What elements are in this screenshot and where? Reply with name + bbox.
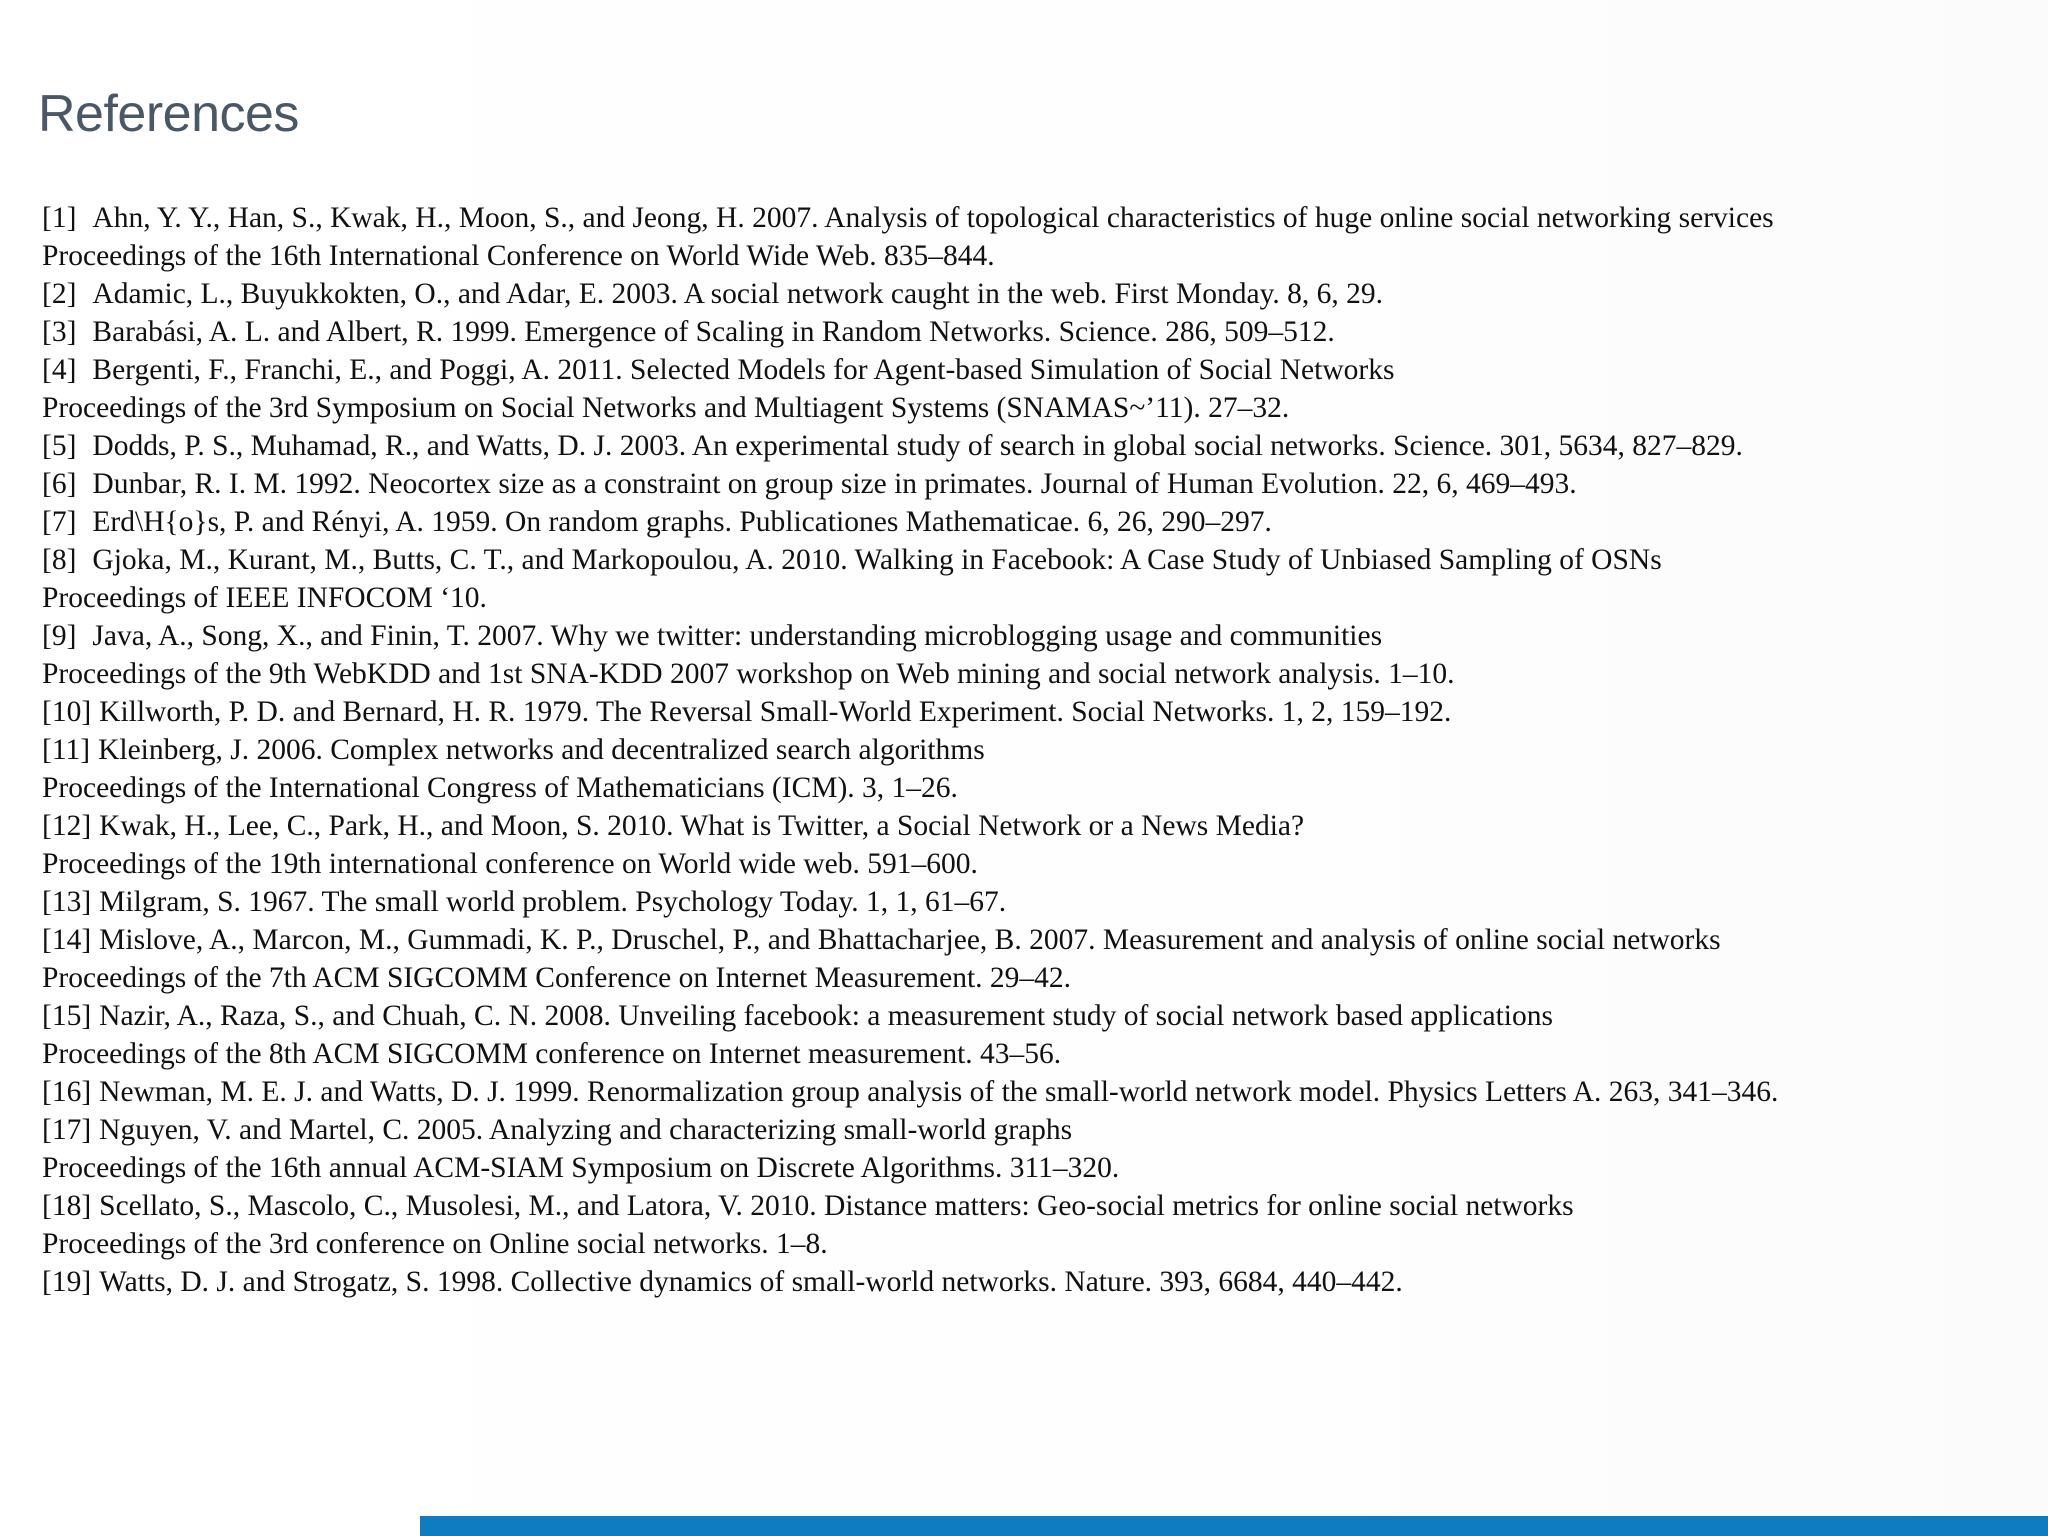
reference-item <box>42 693 2022 731</box>
reference-line <box>42 921 2022 959</box>
reference-item <box>42 1263 2022 1301</box>
reference-line <box>42 1111 2022 1149</box>
footer-accent-bar <box>420 1516 2048 1536</box>
reference-item <box>42 883 2022 921</box>
reference-list <box>42 199 2022 1301</box>
reference-proceedings: Proceedings of IEEE INFOCOM ‘10. <box>42 582 487 614</box>
reference-item <box>42 617 2022 693</box>
reference-line <box>42 465 2022 503</box>
reference-number: [17] <box>42 1114 92 1146</box>
reference-number: [4] <box>42 354 77 386</box>
reference-number: [2] <box>42 278 77 310</box>
reference-line <box>42 807 2022 845</box>
reference-item <box>42 731 2022 807</box>
reference-number: [10] <box>42 696 92 728</box>
reference-text: Watts, D. J. and Strogatz, S. 1998. Collective dynamics of small-world networks. Nature. 393, 6684, 440–442. <box>99 1266 1403 1298</box>
reference-proceedings: Proceedings of the 8th ACM SIGCOMM conference on Internet measurement. 43–56. <box>42 1038 1062 1070</box>
reference-number: [7] <box>42 506 77 538</box>
reference-item <box>42 807 2022 883</box>
reference-number: [19] <box>42 1266 92 1298</box>
reference-line <box>42 275 2022 313</box>
reference-number: [5] <box>42 430 77 462</box>
reference-text: Mislove, A., Marcon, M., Gummadi, K. P., Druschel, P., and Bhattacharjee, B. 2007. Measurement and analysis of online social networks <box>99 924 1721 956</box>
reference-line <box>42 1073 2022 1111</box>
reference-item <box>42 427 2022 465</box>
reference-text: Gjoka, M., Kurant, M., Butts, C. T., and Markopoulou, A. 2010. Walking in Facebook: A Case Study of Unbiased Sampling of OSNs <box>92 544 1662 576</box>
reference-line <box>42 503 2022 541</box>
reference-item <box>42 997 2022 1073</box>
reference-text: Dunbar, R. I. M. 1992. Neocortex size as a constraint on group size in primates. Journal of Human Evolution. 22, 6, 469–493. <box>92 468 1577 500</box>
reference-text: Kleinberg, J. 2006. Complex networks and decentralized search algorithms <box>98 734 985 766</box>
reference-line <box>42 351 2022 389</box>
reference-text: Java, A., Song, X., and Finin, T. 2007. Why we twitter: understanding microblogging usage and communities <box>92 620 1383 652</box>
reference-number: [13] <box>42 886 92 918</box>
reference-proceedings: Proceedings of the 16th annual ACM-SIAM Symposium on Discrete Algorithms. 311–320. <box>42 1152 1120 1184</box>
reference-item <box>42 541 2022 617</box>
reference-item <box>42 465 2022 503</box>
reference-text: Dodds, P. S., Muhamad, R., and Watts, D. J. 2003. An experimental study of search in global social networks. Science. 301, 5634, 827–829. <box>92 430 1743 462</box>
reference-line <box>42 693 2022 731</box>
reference-proceedings: Proceedings of the 3rd conference on Online social networks. 1–8. <box>42 1228 828 1260</box>
reference-number: [12] <box>42 810 92 842</box>
reference-item <box>42 1073 2022 1111</box>
reference-line <box>42 427 2022 465</box>
reference-number: [3] <box>42 316 77 348</box>
reference-text: Bergenti, F., Franchi, E., and Poggi, A. 2011. Selected Models for Agent-based Simulation of Social Networks <box>92 354 1395 386</box>
reference-line <box>42 199 2022 237</box>
reference-text: Milgram, S. 1967. The small world problem. Psychology Today. 1, 1, 61–67. <box>99 886 1007 918</box>
reference-proceedings: Proceedings of the 9th WebKDD and 1st SNA-KDD 2007 workshop on Web mining and social network analysis. 1–10. <box>42 658 1455 690</box>
reference-text: Erd\H{o}s, P. and Rényi, A. 1959. On random graphs. Publicationes Mathematicae. 6, 26, 290–297. <box>92 506 1272 538</box>
reference-text: Killworth, P. D. and Bernard, H. R. 1979. The Reversal Small-World Experiment. Social Networks. 1, 2, 159–192. <box>99 696 1452 728</box>
reference-item <box>42 1111 2022 1187</box>
reference-proceedings: Proceedings of the International Congress of Mathematicians (ICM). 3, 1–26. <box>42 772 958 804</box>
reference-line <box>42 997 2022 1035</box>
reference-proceedings: Proceedings of the 16th International Conference on World Wide Web. 835–844. <box>42 240 995 272</box>
page-title: References <box>38 85 299 143</box>
reference-proceedings: Proceedings of the 7th ACM SIGCOMM Conference on Internet Measurement. 29–42. <box>42 962 1072 994</box>
reference-text: Nazir, A., Raza, S., and Chuah, C. N. 2008. Unveiling facebook: a measurement study of social network based applications <box>99 1000 1553 1032</box>
reference-line <box>42 313 2022 351</box>
reference-item <box>42 1187 2022 1263</box>
reference-number: [6] <box>42 468 77 500</box>
reference-text: Kwak, H., Lee, C., Park, H., and Moon, S. 2010. What is Twitter, a Social Network or a News Media? <box>99 810 1305 842</box>
reference-number: [15] <box>42 1000 92 1032</box>
reference-line <box>42 541 2022 579</box>
reference-item <box>42 199 2022 275</box>
reference-number: [11] <box>42 734 91 766</box>
reference-text: Ahn, Y. Y., Han, S., Kwak, H., Moon, S., and Jeong, H. 2007. Analysis of topological characteristics of huge online social networking services <box>92 202 1774 234</box>
reference-text: Nguyen, V. and Martel, C. 2005. Analyzing and characterizing small-world graphs <box>99 1114 1073 1146</box>
reference-number: [14] <box>42 924 92 956</box>
reference-proceedings: Proceedings of the 3rd Symposium on Social Networks and Multiagent Systems (SNAMAS~’11). 27–32. <box>42 392 1290 424</box>
reference-item <box>42 313 2022 351</box>
reference-line <box>42 731 2022 769</box>
reference-item <box>42 351 2022 427</box>
reference-number: [9] <box>42 620 77 652</box>
reference-text: Adamic, L., Buyukkokten, O., and Adar, E. 2003. A social network caught in the web. First Monday. 8, 6, 29. <box>92 278 1384 310</box>
reference-number: [8] <box>42 544 77 576</box>
reference-text: Barabási, A. L. and Albert, R. 1999. Emergence of Scaling in Random Networks. Science. 286, 509–512. <box>92 316 1335 348</box>
reference-proceedings: Proceedings of the 19th international conference on World wide web. 591–600. <box>42 848 978 880</box>
reference-item <box>42 275 2022 313</box>
reference-line <box>42 617 2022 655</box>
reference-line <box>42 883 2022 921</box>
reference-item <box>42 503 2022 541</box>
reference-number: [18] <box>42 1190 92 1222</box>
reference-line <box>42 1187 2022 1225</box>
reference-text: Scellato, S., Mascolo, C., Musolesi, M., and Latora, V. 2010. Distance matters: Geo-social metrics for online social networks <box>99 1190 1574 1222</box>
reference-item <box>42 921 2022 997</box>
reference-text: Newman, M. E. J. and Watts, D. J. 1999. Renormalization group analysis of the small-world network model. Physics Letters A. 263, 341–346. <box>99 1076 1779 1108</box>
reference-number: [1] <box>42 202 77 234</box>
reference-number: [16] <box>42 1076 92 1108</box>
reference-line <box>42 1263 2022 1301</box>
